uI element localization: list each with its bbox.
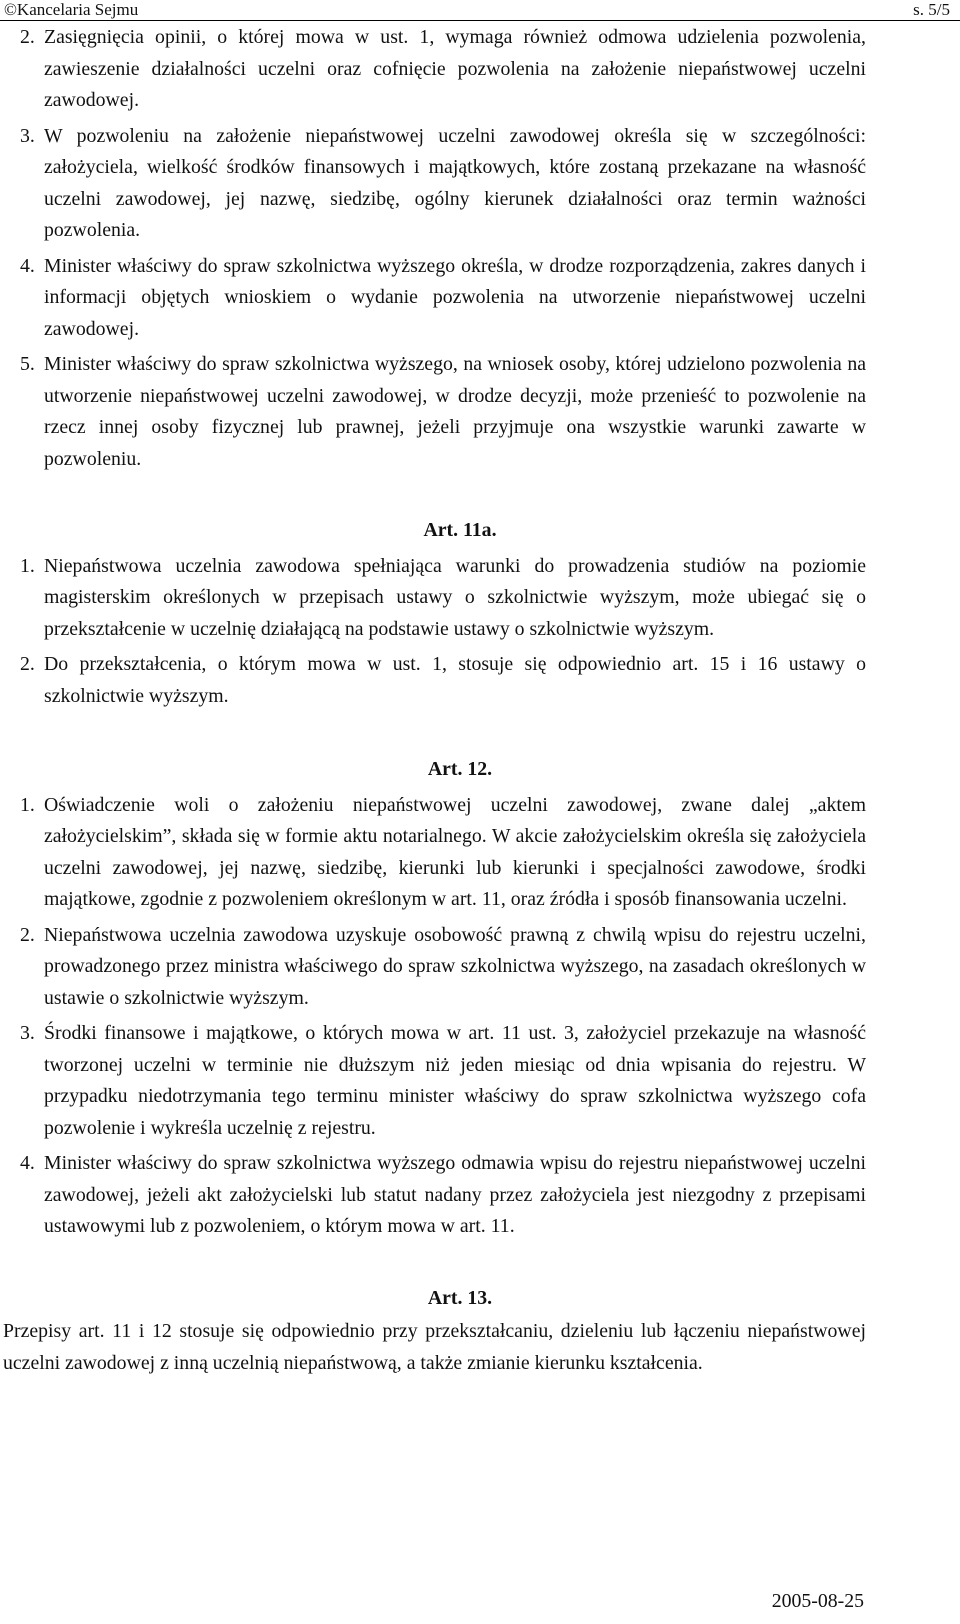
paragraph-text: Niepaństwowa uczelnia zawodowa spełniająca warunki do prowadzenia studiów na poziomie magisterskim określonych w przepisach ustawy o szkolnictwie wyższym, może ubiegać się o przekształcenie w uczelnię działającą na podstawie ustawy o szkolnictwie wyższym.: [44, 554, 866, 640]
paragraph-number: 3.: [20, 1022, 35, 1044]
paragraph: [0, 349, 960, 475]
paragraph: [0, 551, 960, 646]
paragraph-text: Niepaństwowa uczelnia zawodowa uzyskuje osobowość prawną z chwilą wpisu do rejestru uczelni, prowadzonego przez ministra właściwego do spraw szkolnictwa wyższego, na zasadach określonych w ustawie o szkolnictwie wyższym.: [44, 923, 866, 1009]
paragraph-number: 4.: [20, 254, 35, 277]
paragraph: [0, 920, 960, 1015]
paragraph-text: Przepisy art. 11 i 12 stosuje się odpowiednio przy przekształcaniu, dzieleniu lub łączeniu niepaństwowej uczelni zawodowej z inną uczelnią niepaństwową, a także zmianie kierunku kształcenia.: [3, 1320, 866, 1374]
article-title: Art. 13.: [427, 1286, 493, 1309]
paragraph-text: Minister właściwy do spraw szkolnictwa wyższego określa, w drodze rozporządzenia, zakres danych i informacji objętych wnioskiem o wydanie pozwolenia na utworzenie niepaństwowej uczelni zawodowej.: [44, 254, 866, 340]
paragraph: [0, 649, 960, 712]
paragraph-text: Do przekształcenia, o którym mowa w ust. 1, stosuje się odpowiednio art. 15 i 16 ustawy o szkolnictwie wyższym.: [44, 653, 866, 707]
paragraph: [0, 1018, 960, 1144]
paragraph: [0, 1148, 960, 1243]
article-13: [0, 1283, 960, 1380]
paragraph-text: Oświadczenie woli o założeniu niepaństwowej uczelni zawodowej, zwane dalej „aktem założycielskim”, składa się w formie aktu notarialnego. W akcie założycielskim określa się założyciela uczelni zawodowej, jej nazwę, siedzibę, kierunki lub kierunki i specjalności zawodowe, środki majątkowe, zgodnie z pozwoleniem określonym w art. 11, oraz źródła i sposób finansowania uczelni.: [44, 793, 866, 910]
paragraph: [0, 121, 960, 247]
paragraph-number: 2.: [20, 26, 35, 48]
paragraph-text: Środki finansowe i majątkowe, o których mowa w art. 11 ust. 3, założyciel przekazuje na własność tworzonej uczelni w terminie nie dłuższym niż jeden miesiąc od dnia wpisania do rejestru. W przypadku niedotrzymania tego terminu minister właściwy do spraw szkolnictwa wyższego cofa pozwolenie i wykreśla uczelnię z rejestru.: [44, 1022, 866, 1139]
paragraph-number: 4.: [20, 1152, 35, 1174]
page-number: s. 5/5: [913, 0, 950, 19]
document-date: 2005-08-25: [771, 1590, 864, 1612]
page-header: [0, 0, 960, 24]
paragraph-number: 1.: [20, 793, 35, 816]
paragraph-number: 3.: [20, 124, 35, 147]
paragraph-number: 1.: [20, 554, 35, 577]
paragraph-number: 5.: [20, 353, 35, 375]
publisher-label: ©Kancelaria Sejmu: [4, 0, 139, 19]
paragraph-text: Minister właściwy do spraw szkolnictwa wyższego odmawia wpisu do rejestru niepaństwowej uczelni zawodowej, jeżeli akt założycielski lub statut nadany przez założyciela jest niezgodny z przepisami ustawowymi lub z pozwoleniem, o którym mowa w art. 11.: [44, 1152, 866, 1237]
article-title: Art. 11a.: [423, 519, 497, 541]
article-12: [0, 754, 960, 1243]
paragraph: [0, 790, 960, 916]
document-body: [0, 22, 960, 1379]
paragraph-number: 2.: [20, 923, 35, 946]
paragraph: [0, 251, 960, 346]
paragraph: [0, 22, 960, 117]
article-11a: [0, 515, 960, 712]
paragraph-text: Minister właściwy do spraw szkolnictwa wyższego, na wniosek osoby, której udzielono pozwolenia na utworzenie niepaństwowej uczelni zawodowej, w drodze decyzji, może przenieść to pozwolenie na rzecz innej osoby fizycznej lub prawnej, jeżeli przyjmuje ona wszystkie warunki zawarte w pozwoleniu.: [44, 353, 866, 470]
paragraph-number: 2.: [20, 653, 35, 675]
article-title: Art. 12.: [427, 758, 493, 780]
art11-continuation: [0, 22, 960, 475]
paragraph-text: Zasięgnięcia opinii, o której mowa w ust. 1, wymaga również odmowa udzielenia pozwolenia, zawieszenie działalności uczelni oraz cofnięcie pozwolenia na założenie niepaństwowej uczelni zawodowej.: [44, 26, 866, 111]
header-divider: [0, 20, 960, 21]
paragraph-text: W pozwoleniu na założenie niepaństwowej uczelni zawodowej określa się w szczególności: założyciela, wielkość środków finansowych i majątkowych, które zostaną przekazane na własność uczelni zawodowej, jej nazwę, siedzibę, ogólny kierunek działalności oraz termin ważności pozwolenia.: [44, 124, 866, 241]
